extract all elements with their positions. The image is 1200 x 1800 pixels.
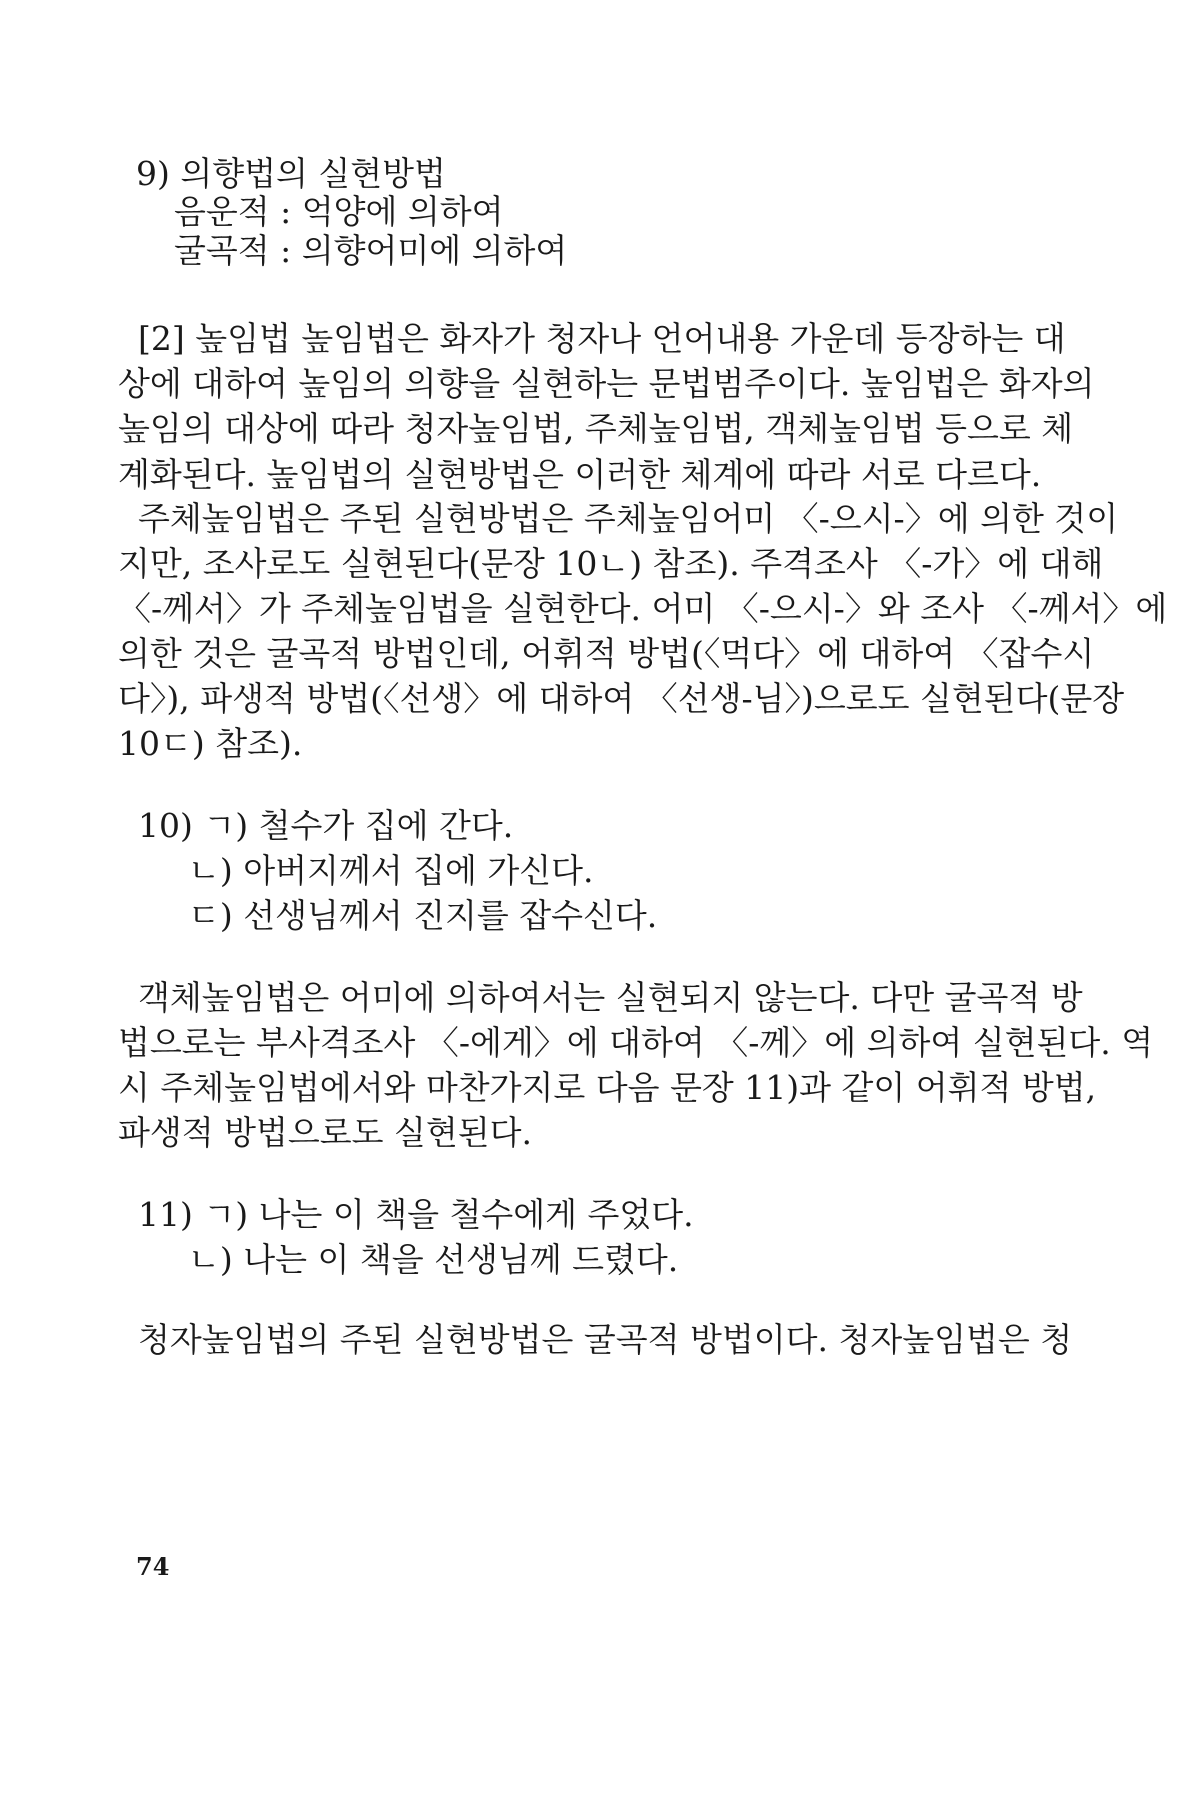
paragraph-3-line-4: 파생적 방법으로도 실현된다. — [118, 1113, 533, 1152]
example-10-c: ㄷ) 선생님께서 진지를 잡수신다. — [188, 896, 658, 935]
paragraph-2-line-1: 주체높임법은 주된 실현방법은 주체높임어미 〈-으시-〉에 의한 것이 — [138, 499, 1119, 538]
paragraph-2-line-4: 의한 것은 굴곡적 방법인데, 어휘적 방법(〈먹다〉에 대하여 〈잡수시 — [118, 634, 1095, 673]
paragraph-2-line-3: 〈-께서〉가 주체높임법을 실현한다. 어미 〈-으시-〉와 조사 〈-께서〉에 — [118, 589, 1168, 628]
example-11-b: ㄴ) 나는 이 책을 선생님께 드렸다. — [188, 1240, 679, 1279]
paragraph-1-line-2: 상에 대하여 높임의 의향을 실현하는 문법범주이다. 높임법은 화자의 — [118, 364, 1095, 403]
paragraph-3-line-1: 객체높임법은 어미에 의하여서는 실현되지 않는다. 다만 굴곡적 방 — [138, 978, 1083, 1017]
paragraph-3-line-2: 법으로는 부사격조사 〈-에게〉에 대하여 〈-께〉에 의하여 실현된다. 역 — [118, 1023, 1154, 1062]
example-10-b: ㄴ) 아버지께서 집에 가신다. — [188, 851, 594, 890]
section-9-heading: 9) 의향법의 실현방법 — [136, 154, 446, 193]
paragraph-1-line-4: 계화된다. 높임법의 실현방법은 이러한 체계에 따라 서로 다르다. — [118, 455, 1042, 494]
paragraph-2-line-6: 10ㄷ) 참조). — [118, 724, 303, 763]
paragraph-1-line-1: [2] 높임법 높임법은 화자가 청자나 언어내용 가운데 등장하는 대 — [138, 319, 1066, 358]
paragraph-3-line-3: 시 주체높임법에서와 마찬가지로 다음 문장 11)과 같이 어휘적 방법, — [118, 1068, 1097, 1107]
paragraph-2-line-5: 다〉), 파생적 방법(〈선생〉에 대하여 〈선생-님〉)으로도 실현된다(문장 — [118, 679, 1125, 718]
example-10-a: 10) ㄱ) 철수가 집에 간다. — [138, 806, 514, 845]
paragraph-4-line-1: 청자높임법의 주된 실현방법은 굴곡적 방법이다. 청자높임법은 청 — [138, 1320, 1073, 1359]
paragraph-2-line-2: 지만, 조사로도 실현된다(문장 10ㄴ) 참조). 주격조사 〈-가〉에 대해 — [118, 544, 1104, 583]
page-number: 74 — [136, 1552, 170, 1581]
section-9-inflectional: 굴곡적 : 의향어미에 의하여 — [174, 231, 568, 270]
example-11-a: 11) ㄱ) 나는 이 책을 철수에게 주었다. — [138, 1195, 694, 1234]
section-9-phonological: 음운적 : 억양에 의하여 — [174, 192, 504, 231]
paragraph-1-line-3: 높임의 대상에 따라 청자높임법, 주체높임법, 객체높임법 등으로 체 — [118, 409, 1074, 448]
